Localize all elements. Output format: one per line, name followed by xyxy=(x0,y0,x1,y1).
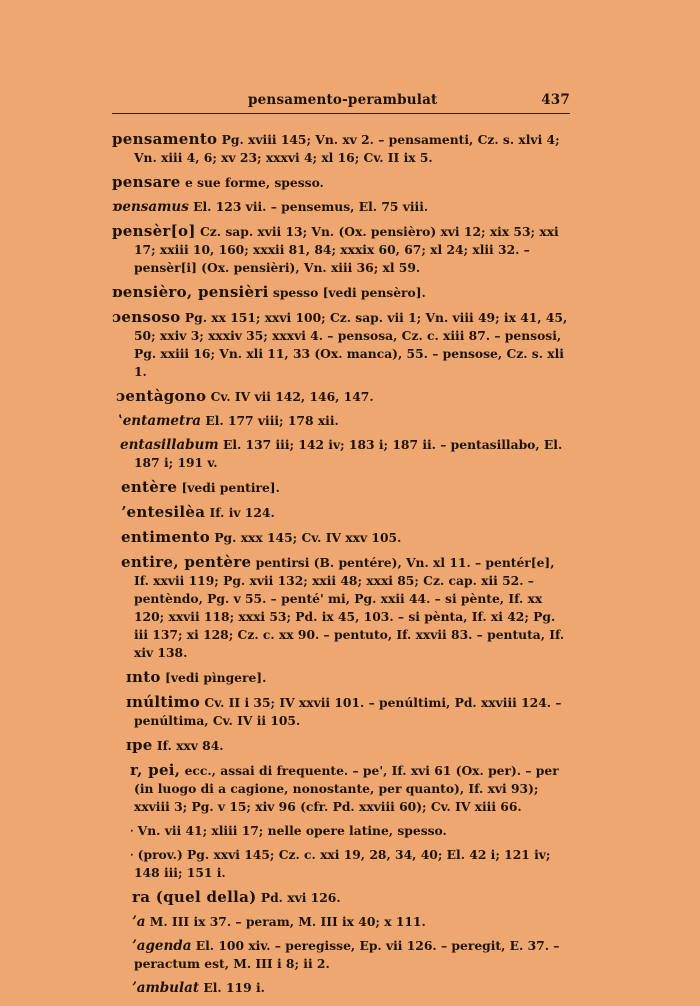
entry-lemma: ɒensamus xyxy=(112,199,189,215)
dictionary-entry xyxy=(121,528,570,547)
entry-lemma: ɒensièro, pensièri xyxy=(112,283,269,301)
dictionary-entry xyxy=(112,130,570,167)
entry-body: Cv. IV vii 142, 146, 147. xyxy=(210,389,374,404)
entry-list xyxy=(0,130,700,1003)
entry-lemma: ɪnto xyxy=(126,668,161,686)
dictionary-entry xyxy=(132,937,570,973)
dictionary-entry xyxy=(121,503,570,522)
entry-lemma: ɔentàgono xyxy=(116,387,207,405)
entry-lemma: pensèr[o] xyxy=(112,222,196,240)
entry-lemma: ᐧ xyxy=(130,824,134,838)
entry-lemma: ra (quel della) xyxy=(132,888,257,906)
entry-body: Pd. xvi 126. xyxy=(260,890,341,905)
entry-body: If. xxv 84. xyxy=(156,738,224,753)
dictionary-entry xyxy=(112,283,570,302)
entry-body: Pg. xx 151; xxvi 100; Cz. sap. vii 1; Vn. viii 49; ix 41, 45, 50; xxiv 3; xxxiv 35; xxxvi 4. – pensosa, Cz. c. xiii 87. – pensosi, Pg. xxiii 16; Vn. xli 11, 33 (Ox. manca), 55. – pensose, Cz. s. xli 1. xyxy=(134,310,568,379)
entry-lemma: ɔensoso xyxy=(112,308,181,326)
dictionary-entry xyxy=(121,553,570,662)
entry-lemma: ɪpe xyxy=(126,736,153,754)
dictionary-entry xyxy=(118,412,570,430)
entry-body: El. 177 viii; 178 xii. xyxy=(205,413,339,428)
dictionary-entry xyxy=(132,913,570,931)
entry-body: El. 119 i. xyxy=(203,980,265,995)
entry-lemma: entasillabum xyxy=(120,437,219,453)
entry-body: Pg. xviii 145; Vn. xv 2. – pensamenti, Cz. s. xlvi 4; Vn. xiii 4, 6; xv 23; xxxvi 4; xl 16; Cv. II ix 5. xyxy=(134,132,560,165)
entry-lemma: pensamento xyxy=(112,130,218,148)
entry-lemma: ʼentesilèa xyxy=(121,503,206,521)
entry-lemma: entère xyxy=(121,478,178,496)
dictionary-entry xyxy=(112,173,570,192)
dictionary-entry xyxy=(121,478,570,497)
entry-body: ecc., assai di frequente. – pe', If. xvi 61 (Ox. per). – per (in luogo di a cagione, nonostante, per quanto), If. xvi 93); xxviii 3; Pg. v 15; xiv 96 (cfr. Pd. xxviii 60); Cv. IV xiii 66. xyxy=(134,763,559,814)
dictionary-entry xyxy=(112,198,570,216)
entry-body: (prov.) Pg. xxvi 145; Cz. c. xxi 19, 28, 34, 40; El. 42 i; 121 iv; 148 iii; 151 i. xyxy=(134,847,551,880)
entry-body: Vn. vii 41; xliii 17; nelle opere latine, spesso. xyxy=(137,823,447,838)
entry-lemma: ʽentametra xyxy=(118,413,202,429)
entry-lemma: ɪnúltimo xyxy=(126,693,201,711)
running-title: pensamento-perambulat xyxy=(248,92,438,108)
entry-lemma: entimento xyxy=(121,528,211,546)
dictionary-entry xyxy=(126,668,570,687)
entry-body: Cz. sap. xvii 13; Vn. (Ox. pensièro) xvi 12; xix 53; xxi 17; xxiii 10, 160; xxxii 81, 84; xxxix 60, 67; xl 24; xlii 32. – pensèr[i] (Ox. pensièri), Vn. xiii 36; xl 59. xyxy=(134,224,559,275)
entry-lemma: ʼambulat xyxy=(132,980,200,996)
entry-lemma: pensare xyxy=(112,173,181,191)
dictionary-entry xyxy=(116,387,570,406)
entry-lemma: ᐧ xyxy=(130,848,134,862)
entry-body: spesso [vedi pensèro]. xyxy=(272,285,426,300)
entry-body: Pg. xxx 145; Cv. IV xxv 105. xyxy=(214,530,402,545)
entry-lemma: ʼagenda xyxy=(132,938,192,954)
page-number: 437 xyxy=(541,92,570,108)
header-rule xyxy=(112,113,570,114)
dictionary-entry xyxy=(132,888,570,907)
entry-body: M. III ix 37. – peram, M. III ix 40; x 111. xyxy=(149,914,426,929)
entry-body: [vedi pentire]. xyxy=(181,480,280,495)
dictionary-entry xyxy=(130,846,570,882)
entry-lemma: ʼa xyxy=(132,914,146,930)
entry-body: Cv. II i 35; IV xxvii 101. – penúltimi, Pd. xxviii 124. – penúltima, Cv. IV ii 105. xyxy=(134,695,562,728)
dictionary-entry xyxy=(126,693,570,730)
dictionary-entry xyxy=(112,308,570,381)
entry-body: pentirsi (B. pentére), Vn. xl 11. – pentér[e], If. xxvii 119; Pg. xvii 132; xxii 48; xxxi 85; Cz. cap. xii 52. – pentèndo, Pg. v 55. – penté' mi, Pg. xxii 44. – si pènte, If. xx 120; xxvii 118; xxxi 53; Pd. ix 45, 103. – si pènta, If. xi 42; Pg. iii 137; xi 128; Cz. c. xx 90. – pentuto, If. xxvii 83. – pentuta, If. xiv 138. xyxy=(134,555,565,660)
dictionary-entry xyxy=(130,822,570,840)
dictionary-entry xyxy=(130,761,570,816)
entry-body: [vedi pìngere]. xyxy=(165,670,267,685)
entry-body: If. iv 124. xyxy=(209,505,275,520)
entry-lemma: entire, pentère xyxy=(121,553,252,571)
entry-body: El. 123 vii. – pensemus, El. 75 viii. xyxy=(193,199,429,214)
entry-body: e sue forme, spesso. xyxy=(184,175,324,190)
entry-body: El. 137 iii; 142 iv; 183 i; 187 ii. – pentasillabo, El. 187 i; 191 v. xyxy=(134,437,563,470)
dictionary-entry xyxy=(112,222,570,277)
dictionary-entry xyxy=(132,979,570,997)
dictionary-entry xyxy=(120,436,570,472)
entry-lemma: r, pei, xyxy=(130,761,181,779)
entry-body: El. 100 xiv. – peregisse, Ep. vii 126. – peregit, E. 37. – peractum est, M. III i 8; ii 2. xyxy=(134,938,560,971)
dictionary-entry xyxy=(126,736,570,755)
